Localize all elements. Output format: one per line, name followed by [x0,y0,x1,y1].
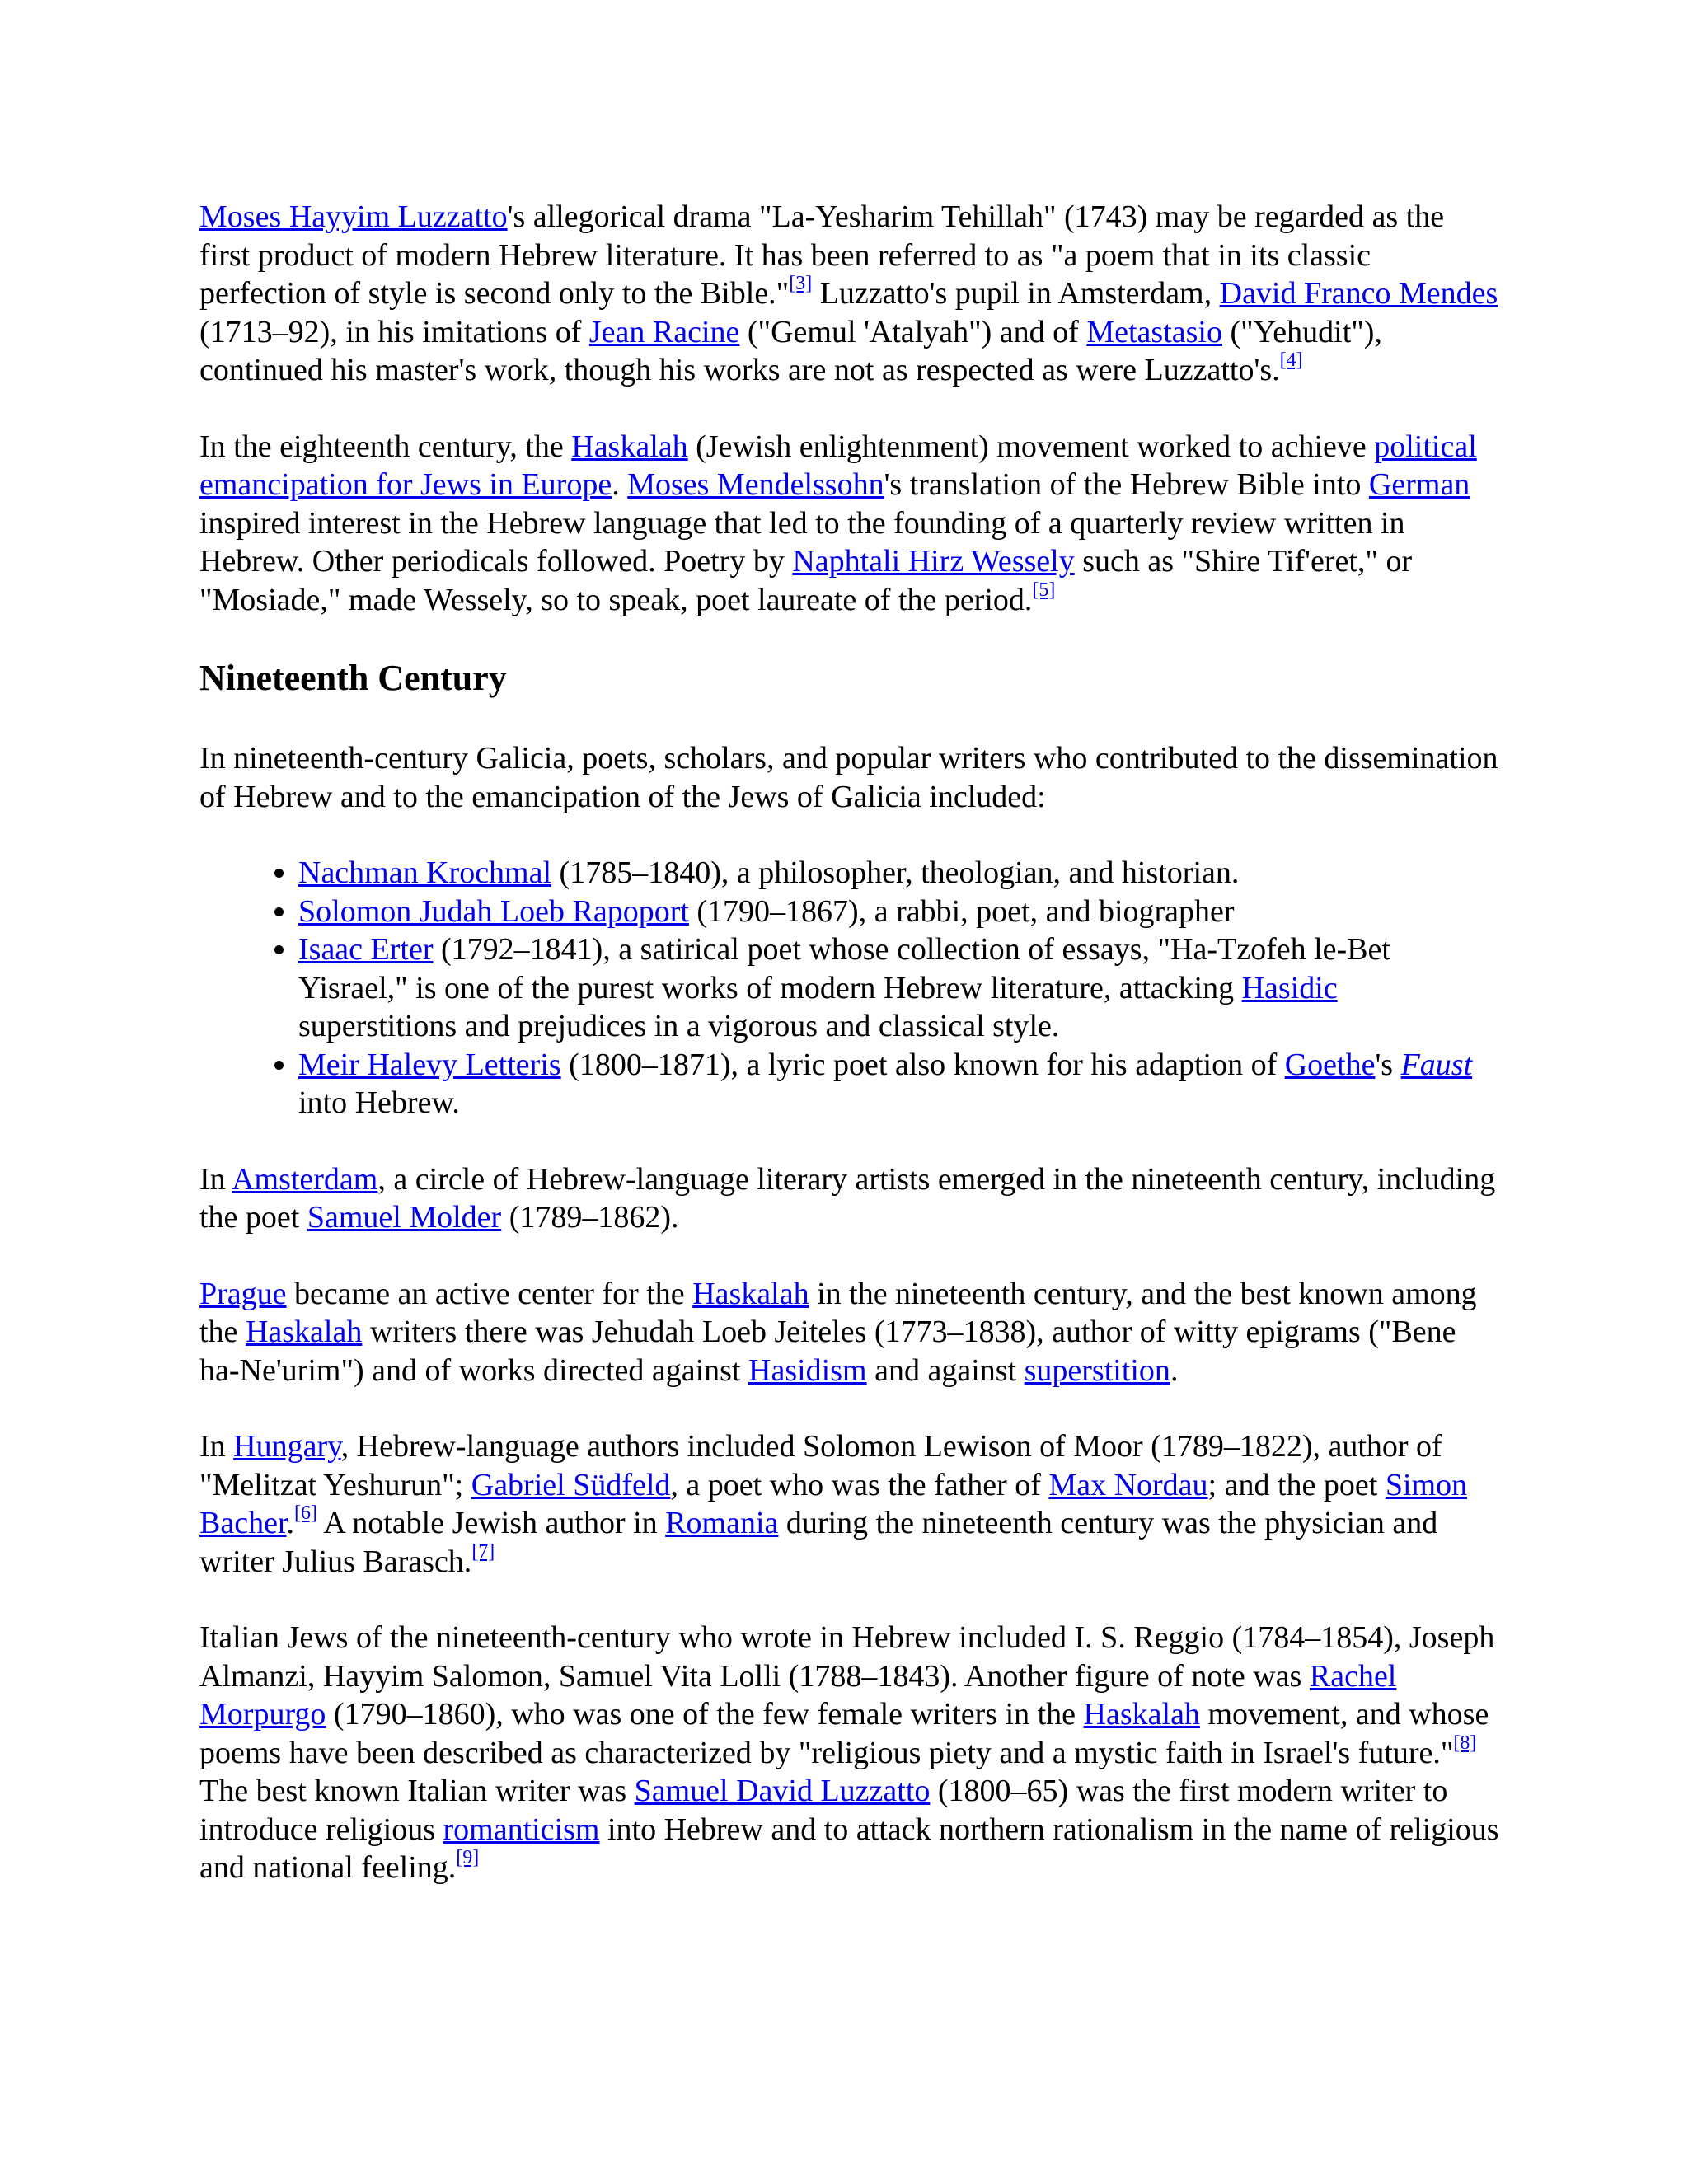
text: (1790–1860), who was one of the few female writers in the [326,1697,1084,1732]
text: . [286,1506,295,1540]
link-simon-bacher[interactable]: Simon Bacher [199,1467,1468,1540]
link-prague[interactable]: Prague [199,1276,287,1311]
link-amsterdam[interactable]: Amsterdam [232,1161,378,1197]
link-haskalah[interactable]: Haskalah [1083,1697,1200,1732]
link-nachman-krochmal[interactable]: Nachman Krochmal [298,855,552,890]
link-gabriel-sudfeld[interactable]: Gabriel Südfeld [471,1467,671,1502]
link-jean-racine[interactable]: Jean Racine [588,314,740,349]
text: , a poet who was the father of [670,1467,1049,1502]
text: (1713–92), in his imitations of [199,314,589,349]
list-item [298,854,1502,893]
text: . [612,467,628,502]
text: Luzzatto's pupil in Amsterdam, [812,276,1220,311]
link-hungary[interactable]: Hungary [233,1429,341,1464]
link-moses-hayyim-luzzatto[interactable]: Moses Hayyim Luzzatto [199,199,508,234]
footnote-ref-3[interactable] [789,273,812,294]
link-hasidism[interactable]: Hasidism [748,1352,867,1388]
link-romanticism[interactable]: romanticism [443,1811,600,1847]
list-item [298,930,1502,1046]
galicia-writers-list [199,854,1502,1122]
text: 's translation of the Hebrew Bible into [884,467,1369,502]
link-haskalah[interactable]: Haskalah [245,1315,363,1349]
text: , a circle of Hebrew-language literary artists emerged in the nineteenth century, including the poet [199,1161,1496,1235]
text: In [199,1429,234,1464]
link-max-nordau[interactable]: Max Nordau [1048,1467,1208,1502]
link-samuel-molder[interactable]: Samuel Molder [307,1200,502,1235]
link-metastasio[interactable]: Metastasio [1086,314,1222,349]
link-political-emancipation[interactable]: political emancipation for Jews in Europe [199,429,1477,502]
footnote-link-4[interactable]: [4] [1279,349,1303,371]
text: , Hebrew-language authors included Solomon Lewison of Moor (1789–1822), author of "Melitzat Yeshurun"; [199,1429,1442,1502]
link-rachel-morpurgo[interactable]: Rachel Morpurgo [199,1658,1397,1732]
text: In [199,1161,232,1197]
text: ; and the poet [1207,1467,1386,1502]
paragraph-luzzatto [199,198,1502,390]
text: The best known Italian writer was [199,1774,635,1808]
footnote-ref-7[interactable] [471,1541,495,1563]
text: (1792–1841), a satirical poet whose collection of essays, "Ha-Tzofeh le-Bet Yisrael," is one of the purest works of modern Hebrew literature, attacking [298,932,1390,1005]
footnote-link-6[interactable]: [6] [294,1502,317,1524]
list-item [298,893,1502,931]
paragraph-amsterdam [199,1160,1502,1237]
link-goethe[interactable]: Goethe [1284,1047,1376,1082]
link-meir-halevy-letteris[interactable]: Meir Halevy Letteris [298,1047,561,1082]
text: writers there was Jehudah Loeb Jeiteles (1773–1838), author of witty epigrams ("Bene ha-Ne'urim") and of works directed against [199,1315,1456,1388]
text: inspired interest in the Hebrew language that led to the founding of a quarterly review written in Hebrew. Other periodicals followed. Poetry by [199,505,1405,579]
text: ("Yehudit"), continued his master's work, though his works are not as respected as were Luzzatto's. [199,314,1382,387]
text: such as "Shire Tif'eret," or "Mosiade," made Wessely, so to speak, poet laureate of the period. [199,544,1413,617]
footnote-link-8[interactable]: [8] [1453,1732,1477,1754]
link-david-franco-mendes[interactable]: David Franco Mendes [1219,276,1498,311]
link-superstition[interactable]: superstition [1024,1352,1170,1388]
text: became an active center for the [286,1276,693,1311]
list-item [298,1046,1502,1122]
article-body [199,198,1502,1925]
section-heading-nineteenth-century: Nineteenth Century [199,658,507,698]
link-solomon-judah-loeb-rapoport[interactable]: Solomon Judah Loeb Rapoport [298,893,689,929]
paragraph-haskalah [199,428,1502,620]
paragraph-hungary [199,1427,1502,1581]
link-haskalah[interactable]: Haskalah [571,429,688,464]
link-romania[interactable]: Romania [665,1506,779,1540]
text: (1789–1862). [501,1200,679,1235]
link-moses-mendelssohn[interactable]: Moses Mendelssohn [627,467,884,502]
text: during the nineteenth century was the physician and writer Julius Barasch. [199,1506,1438,1579]
text: A notable Jewish author in [317,1506,666,1540]
paragraph-italian-jews [199,1619,1502,1887]
text: 's [1375,1047,1401,1082]
link-german[interactable]: German [1368,467,1470,502]
footnote-link-5[interactable]: [5] [1032,579,1056,601]
link-faust[interactable]: Faust [1400,1047,1473,1082]
link-isaac-erter[interactable]: Isaac Erter [298,932,434,967]
text: in the nineteenth century, and the best known among the [199,1276,1477,1349]
footnote-ref-5[interactable] [1032,579,1055,601]
text: (1800–65) was the first modern writer to introduce religious [199,1774,1448,1847]
text: (Jewish enlightenment) movement worked to achieve [687,429,1375,464]
footnote-link-3[interactable]: [3] [789,273,813,294]
text: In the eighteenth century, the [199,429,572,464]
text: and against [866,1352,1025,1388]
text: into Hebrew and to attack northern rationalism in the name of religious and national feeling. [199,1811,1499,1885]
text: ("Gemul 'Atalyah") and of [739,314,1087,349]
text: into Hebrew. [298,1085,460,1120]
paragraph-prague [199,1275,1502,1390]
text: . [1170,1352,1179,1388]
link-naphtali-hirz-wessely[interactable]: Naphtali Hirz Wessely [792,544,1075,579]
footnote-link-7[interactable]: [7] [471,1540,495,1563]
paragraph-galicia: In nineteenth-century Galicia, poets, scholars, and popular writers who contributed to the dissemination of Hebrew and to the emancipation of the Jews of Galicia included: [199,741,1498,814]
link-hasidic[interactable]: Hasidic [1241,970,1338,1005]
text: (1800–1871), a lyric poet also known for his adaption of [560,1047,1285,1082]
text: Italian Jews of the nineteenth-century who wrote in Hebrew included I. S. Reggio (1784–1854), Joseph Almanzi, Hayyim Salomon, Samuel Vita Lolli (1788–1843). Another figure of note was [199,1620,1495,1694]
text: (1785–1840), a philosopher, theologian, and historian. [551,855,1240,890]
text: superstitions and prejudices in a vigorous and classical style. [298,1009,1060,1043]
text: (1790–1867), a rabbi, poet, and biographer [688,893,1235,929]
text: movement, and whose poems have been described as characterized by "religious piety and a mystic faith in Israel's future." [199,1697,1489,1770]
footnote-ref-9[interactable] [456,1847,479,1868]
link-samuel-david-luzzatto[interactable]: Samuel David Luzzatto [634,1774,931,1808]
link-haskalah[interactable]: Haskalah [692,1276,809,1311]
footnote-ref-8[interactable] [1453,1732,1476,1754]
text: 's allegorical drama "La-Yesharim Tehillah" (1743) may be regarded as the first product of modern Hebrew literature. It has been referred to as "a poem that in its classic perfection of style is second only to the Bible." [199,199,1445,311]
footnote-ref-4[interactable] [1280,349,1303,371]
footnote-ref-6[interactable] [294,1502,317,1524]
footnote-link-9[interactable]: [9] [456,1847,480,1868]
